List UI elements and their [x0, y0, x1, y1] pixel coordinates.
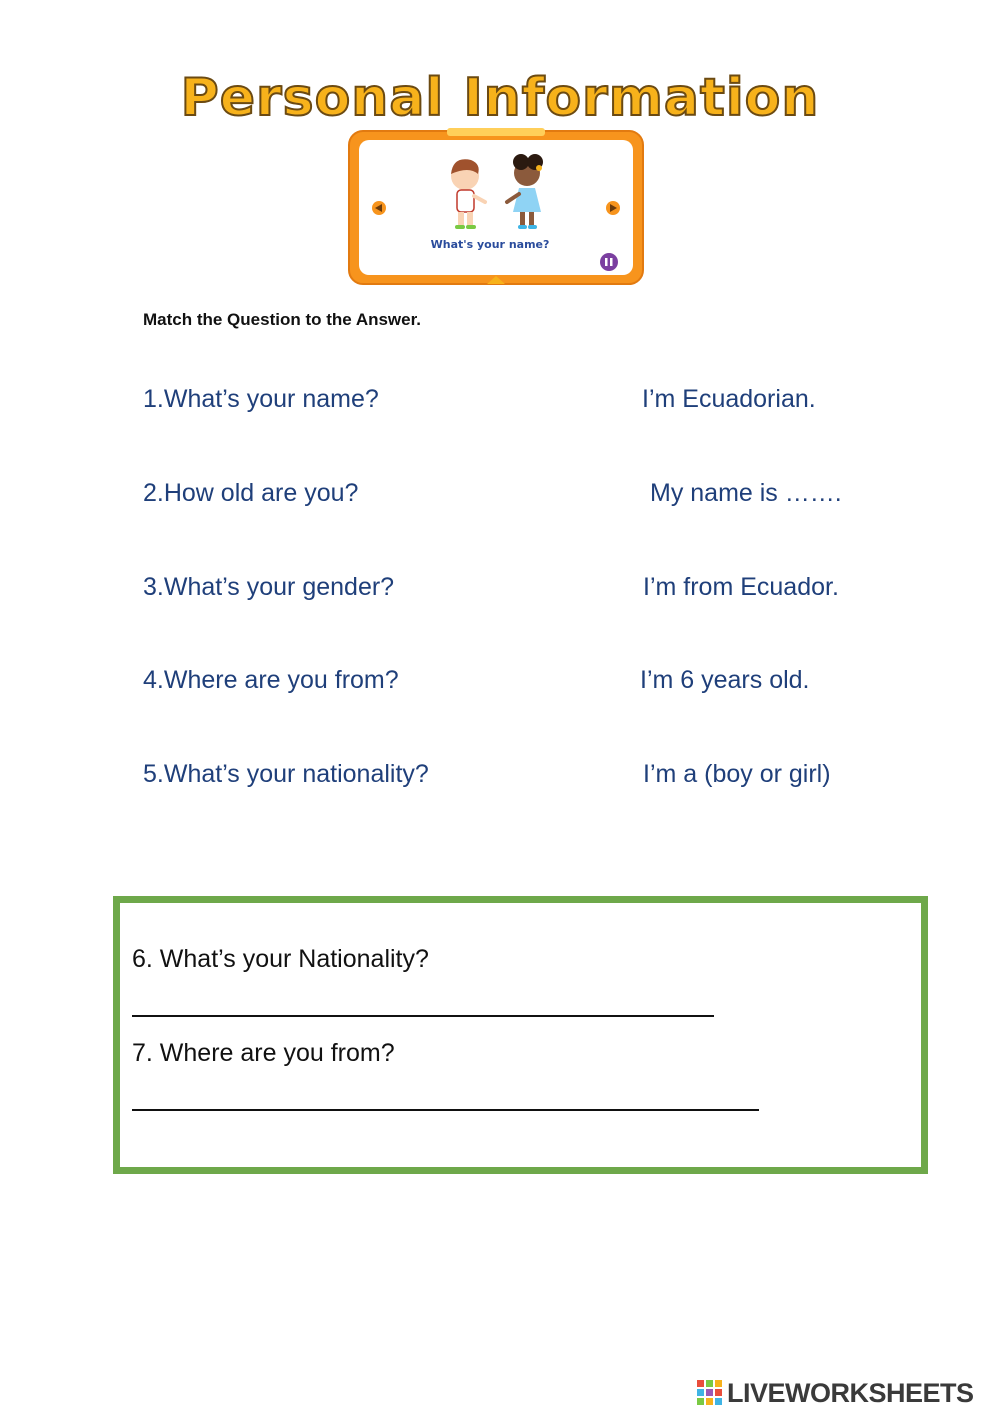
question-2: 2.How old are you? — [143, 479, 359, 507]
answer-option-1[interactable]: I’m Ecuadorian. — [642, 385, 816, 413]
answer-option-3[interactable]: I’m from Ecuador. — [643, 573, 839, 601]
question-5: 5.What’s your nationality? — [143, 760, 429, 788]
kids-greeting-illustration — [347, 128, 645, 288]
question-3: 3.What’s your gender? — [143, 573, 395, 601]
answer-option-5[interactable]: I’m a (boy or girl) — [643, 760, 831, 788]
question-6: 6. What’s your Nationality? — [132, 945, 429, 973]
writing-box — [113, 896, 928, 1174]
liveworksheets-brand: LIVEWORKSHEETS — [727, 1378, 974, 1408]
question-7: 7. Where are you from? — [132, 1039, 395, 1067]
liveworksheets-logo-icon — [697, 1380, 723, 1406]
illustration — [347, 128, 645, 288]
question-4: 4.Where are you from? — [143, 666, 399, 694]
instruction-text: Match the Question to the Answer. — [143, 310, 422, 329]
pause-icon — [600, 253, 618, 271]
answer-line-7[interactable] — [132, 1109, 759, 1111]
answer-option-2[interactable]: My name is ……. — [650, 479, 842, 507]
question-1: 1.What’s your name? — [143, 385, 379, 413]
page-title: Personal Information — [180, 68, 820, 128]
liveworksheets-logo — [697, 1378, 997, 1408]
answer-option-4[interactable]: I’m 6 years old. — [640, 666, 810, 694]
answer-line-6[interactable] — [132, 1015, 714, 1017]
illustration-caption: What's your name? — [430, 238, 550, 251]
